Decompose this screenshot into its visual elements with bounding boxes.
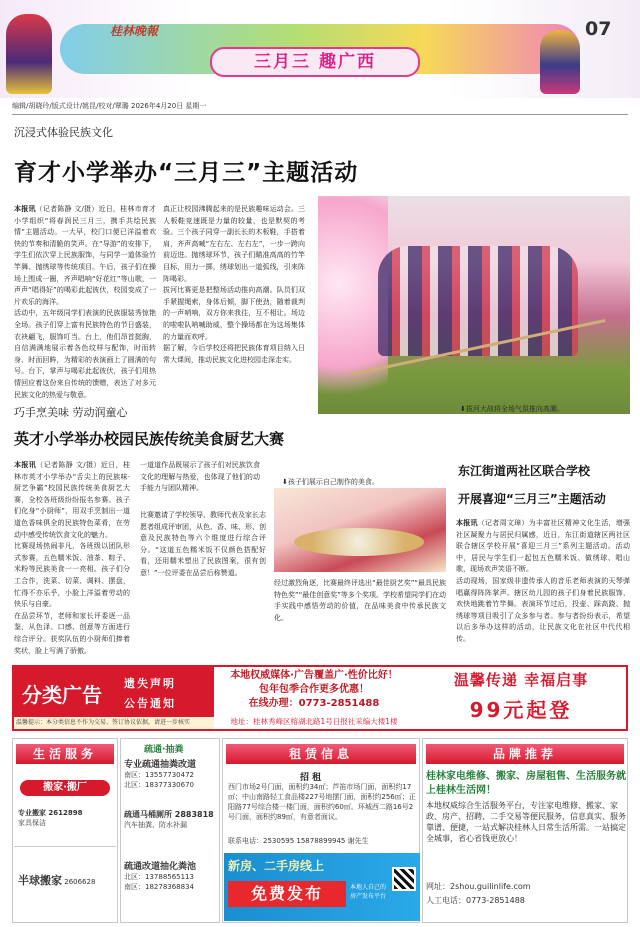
promo-phone: 在线办理：0773-2851488: [248, 698, 380, 709]
property-ad: [224, 853, 420, 921]
article2-headline: 英才小学举办校园民族传统美食厨艺大赛: [14, 430, 285, 448]
brand-title: 品牌推荐: [426, 744, 624, 764]
article1-col1: [14, 204, 157, 399]
article3-text2: 活动现场，国家级非遗传承人的音乐老师表演的天琴弹唱赢得阵阵掌声。辖区幼儿园的孩子们身着民族服饰，欢快地跳着竹竿舞。表演环节过后，投壶、踩高跷、抛绣球等项目吸引了众多参与者。参与者纷纷表示，希望以后多举办这样的活动，让民族文化在社区中代代相传。: [456, 576, 630, 643]
article1-photo: [318, 196, 630, 414]
greeting-title: 温馨传递 幸福启事: [453, 671, 589, 689]
brand-text: 本地权威综合生活服务平台，专注家电维修、搬家、家政、房产、招聘、二手交易等便民服务，信息真实、服务靠谱、便捷，一站式解决桂林人日常生活所需。一站搞定全城事，省心省钱更放心！: [426, 801, 626, 843]
article2-col2b: [140, 510, 266, 660]
article2-author: （记者陈静 文/摄）: [36, 461, 101, 469]
article1-author: （记者陈静 文/摄）: [35, 205, 99, 213]
services-column: [12, 738, 118, 923]
article2-col1: [14, 460, 130, 658]
masthead: 桂林晚報: [110, 24, 159, 38]
promo-line-2: 包年包季合作更多优惠！: [259, 684, 369, 695]
price-label: 99元起登: [469, 698, 573, 722]
classified-promo: [216, 669, 412, 711]
article1-col2: [163, 204, 305, 388]
promo-line-1: 本地权威媒体·广告覆盖广·性价比好！: [230, 670, 398, 681]
article3-lead: 本报讯: [456, 519, 478, 527]
ethnic-figure-right: [540, 30, 580, 94]
moving-ad-1: 专业搬家 2612898 家具保洁: [18, 809, 83, 827]
arrow-down-icon: ⬇: [460, 405, 466, 413]
article2-col2a: 一道道作品既展示了孩子们对民族饮食文化的理解与热爱，也体现了他们的动手能力与团队精神。: [140, 461, 260, 493]
classified-note: 温馨提示：本分类信息不作为交易、签订协议依据，请进一步核实: [14, 717, 214, 729]
article3-body: [456, 518, 630, 658]
services-title: 生活服务: [16, 744, 114, 764]
article1-col2-p1: 真正让校园沸腾起来的是民族趣味运动会。三人板鞋竞速既是力量的较量，也是默契的考验。三个孩子同穿一副长长的木板鞋，手搭着肩，齐声高喊“左右左、左右左”，一步一跨向前迈进。抛绣球环节，孩子们瞄准高高的竹竿目标，用力一掷，绣球划出一道弧线，引来阵阵喝彩。: [163, 205, 305, 283]
article3-headline-line2: 开展喜迎“三月三”主题活动: [458, 492, 606, 506]
drain-ad-1: 专业疏通抽粪改道 南区：13557730472 北区：18377330670: [124, 760, 197, 789]
article3-author: （记者周文璋）: [477, 519, 529, 527]
property-ad-title: 新房、二手房线上: [228, 859, 325, 873]
brand-headline: 桂林家电维修、搬家、房屋租售、生活服务就上桂林生活网！: [426, 771, 626, 796]
article2-photo: [274, 488, 446, 572]
article1-kicker: 沉浸式体验民族文化: [14, 126, 113, 139]
moving-title: 搬家·搬厂: [20, 780, 110, 796]
article2-p3: 在品尝环节，老师和家长评委逐一品鉴，从色泽、口感、创意等方面进行综合评分。获奖队伍的小厨师们捧着奖状，脸上写满了骄傲。: [14, 611, 130, 655]
brand-phone: 人工电话：0773-2851488: [426, 896, 525, 905]
rent-phone: 联系电话：2530595 15878899945 谢先生: [228, 837, 369, 845]
article1-caption: ⬇拔河大战将全场气氛推向高潮。: [460, 405, 564, 413]
rent-text: 西门市场2号门面，面积约34㎡；芦笛市场门面，面积约17㎡；中山南路轻工食品楼227号地摆门面，面积约256㎡；正阳路77号综合楼一楼门面，面积约60㎡。环城西二路16号2号门面，面积约89㎡，有意者面议。: [228, 783, 416, 821]
property-ad-side: 本地人自己的房产发布平台: [350, 884, 387, 900]
byline: 编辑/胡晓玲/版式设计/姚昆/校对/覃璐 2026年4月20日 星期一: [12, 101, 628, 115]
classified-greeting-block: [416, 669, 626, 723]
article1-p2: 活动中，五年级同学们表演的民族服装秀惊艳全场。孩子们穿上富有民族特色的节日盛装，衣袂翩飞，服饰叮当。台上，他们昂首挺胸，自信满满地展示着各色纹样与配饰，时而转身、时而回眸，为精彩的表演画上了圆满的句号。台下，掌声与喝彩此起彼伏，孩子们用热情回应着这份来自传统的馈赠，表达了对多元民族文化的热爱与敬意。: [14, 309, 156, 399]
classified-address: 地址：桂林秀峰区榕湖北路1号日报社采编大楼1楼: [230, 717, 398, 726]
moving-ad-2: 半球搬家 2606628: [18, 874, 96, 887]
drain-ad-3: 疏通改道抽化粪池 北区：13788565113 南区：18278368834: [124, 862, 197, 891]
article2-col2-p3: 经过激烈角逐，比赛最终评选出“最佳厨艺奖”“最具民族特色奖”“最佳创意奖”等多个奖项。学校希望同学们在动手实践中感悟劳动的价值，在品味美食中传承民族文化。: [274, 579, 446, 622]
property-ad-big: 免费发布: [228, 881, 346, 907]
article3-headline-line1: 东江街道两社区联合学校: [458, 464, 591, 478]
article2-kicker: 巧手烹美味 劳动润童心: [14, 406, 128, 419]
brand-site[interactable]: 网址：2shou.guilinlife.com: [426, 882, 531, 891]
ethnic-figure-left: [6, 14, 52, 94]
article2-lead: 本报讯: [14, 461, 37, 469]
classified-item-1: 遗失声明: [124, 677, 176, 690]
drain-ad-2: 疏通马桶厕所 2883818 汽车抽粪、防水补漏: [124, 810, 214, 829]
article2-caption: ⬇孩子们展示自己制作的美食。: [282, 478, 379, 486]
classified-title-block: [14, 667, 214, 717]
article1-col2-p2: 拔河比赛更是把整场活动推向高潮。队员们双手紧握绳索，身体后倾，脚下使劲，随着裁判的一声哨响，双方你来我往，互不相让。场边的啦啦队呐喊助威，整个操场都在为这场集体的力量而欢呼。: [163, 286, 305, 341]
arrow-down-icon: ⬇: [282, 478, 288, 486]
qr-code-icon[interactable]: [392, 867, 416, 891]
page-number: 07: [585, 18, 612, 40]
article2-p1: 近日，桂林市英才小学举办“舌尖上的民族味·厨艺争霸”校园民族传统美食厨艺大赛，全校各班级纷纷报名参赛。孩子们化身“小厨师”，用双手烹制出一道道色香味俱全的民族特色菜肴，在劳动中感受传统饮食文化的魅力。: [14, 461, 130, 539]
article2-col2-p2: 比赛邀请了学校领导、教师代表及家长志愿者组成评审团，从色、香、味、形、创意及民族特色等六个维度进行综合评分。“这道五色糯米饭不仅颜色搭配好看，还用糯米塑出了民族图案，很有创意！”一位评委在品尝后称赞道。: [140, 511, 266, 577]
classified-item-2: 公告通知: [124, 697, 176, 710]
rent-sub: 招 租: [300, 773, 322, 783]
rent-title: 租赁信息: [226, 744, 416, 764]
article2-p2: 比赛现场热闹非凡，各班级以团队形式参赛，五色糯米饭、油茶、粽子、米粉等民族美食一一亮相。孩子们分工合作，洗菜、切菜、调料、摆盘，忙得不亦乐乎，小脸上洋溢着劳动的快乐与自豪。: [14, 542, 130, 609]
article1-headline: 育才小学举办“三月三”主题活动: [14, 160, 359, 186]
article1-col2-p3: 据了解，今后学校还将把民族体育项目纳入日常大课间，推动民族文化进校园走深走实。: [163, 344, 305, 364]
article3-text: 为丰富社区精神文化生活，增强社区凝聚力与居民归属感，近日，东江街道辖区两社区联合辖区学校开展“喜迎三月三”系列主题活动。活动中，居民与学生们一起包五色糯米饭、做绣球、唱山歌，现场欢声笑语不断。: [456, 519, 631, 574]
article2-col3: [274, 578, 446, 660]
section-banner: 三月三 趣广西: [210, 47, 420, 77]
classified-title: 分类广告: [22, 683, 102, 707]
article1-lead: 本报讯: [14, 205, 36, 213]
article1-p1: 近日，桂林市育才小学组织“将春润民三月三，携手共绘民族情”主题活动。一大早，校门口便已洋溢着欢快的节奏和清脆的笑声。在“导游”的安排下，学生们依次穿上民族服饰，与同学一道体验竹竿舞、抛绣球等传统项目。午后，孩子们在操场上围成一圈，齐声唱响“好花红”等山歌，一声声“唱得好”的喝彩此起彼伏，校园变成了一片欢乐的海洋。: [14, 205, 157, 306]
drain-title: 疏通·抽粪: [144, 745, 184, 755]
